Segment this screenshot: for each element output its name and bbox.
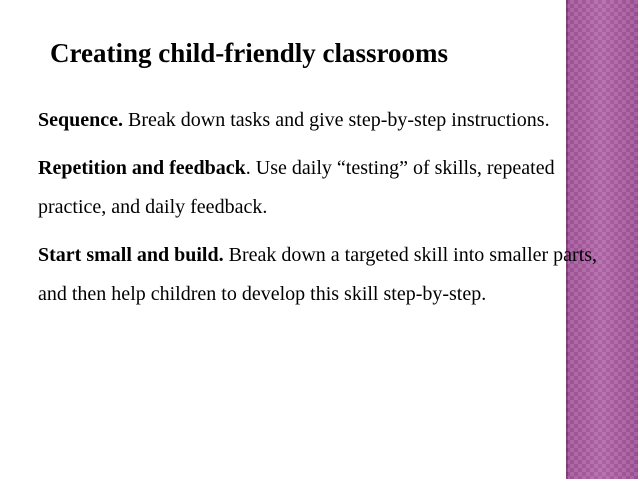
slide-title: Creating child-friendly classrooms	[50, 38, 448, 68]
point-sequence	[38, 101, 598, 140]
point-lead: Start small and build.	[38, 244, 224, 266]
point-lead: Repetition and feedback	[38, 157, 246, 179]
point-lead: Sequence.	[38, 109, 123, 131]
slide-body	[38, 101, 598, 323]
point-text: Break down a targeted skill into smaller parts, and then help children to develop this skill step-by-step.	[38, 244, 598, 305]
point-start-small	[38, 236, 598, 314]
point-repetition-feedback	[38, 149, 598, 227]
point-text: . Use daily “testing” of skills, repeated practice, and daily feedback.	[38, 157, 555, 218]
point-text: Break down tasks and give step-by-step instructions.	[123, 109, 550, 131]
